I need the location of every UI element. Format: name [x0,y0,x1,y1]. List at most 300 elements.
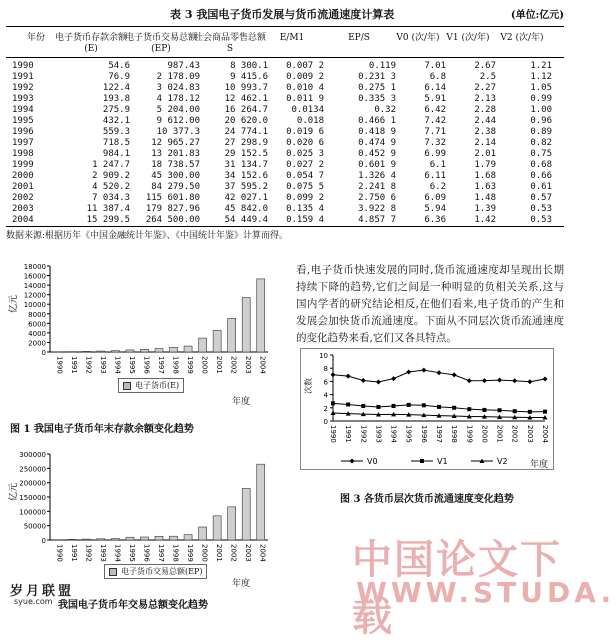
figure1-xlabel: 年度 [232,394,250,407]
x-tick-label: 2003 [526,425,534,443]
y-tick-label: 18000 [24,263,46,271]
x-tick-label: 1998 [172,356,180,374]
table-cell: 0.159 4 [268,214,324,226]
table-cell: 122.4 [60,82,130,94]
figure1-chart [6,258,276,392]
bar [199,338,207,352]
bar [140,537,148,540]
table-cell: 6.36 [398,214,446,226]
table-cell: 0.335 3 [330,93,396,105]
table-cell: 7.71 [398,126,446,138]
table-cell: 0.135 4 [268,203,324,215]
y-axis-label: 次数 [303,378,313,394]
table-header-cell: EP/S [324,33,394,44]
x-tick-label: 2000 [480,425,488,443]
y-tick-label: 8 [324,365,328,373]
legend-label: V1 [437,457,448,466]
bar [68,539,76,540]
y-tick-label: 250000 [19,465,46,473]
bar [170,347,178,352]
x-tick-label: 1991 [344,425,352,443]
y-tick-label: 6 [324,378,329,386]
x-tick-label: 2000 [201,356,209,374]
table-cell: 0.466 1 [330,115,396,127]
y-axis-label: 亿元 [7,483,19,501]
table-cell: 16 264.7 [200,104,268,116]
x-tick-label: 1990 [329,425,337,443]
series-point [467,378,472,383]
table-cell: 0.011 9 [268,93,324,105]
legend-label: V0 [367,457,378,466]
x-tick-label: 1995 [128,356,136,374]
table-cell: 5.91 [398,93,446,105]
table-cell: 4 178.12 [130,93,200,105]
x-tick-label: 1995 [128,544,136,562]
table-cell: 2001 [12,181,34,193]
figure2-chart [6,446,276,580]
bar [213,330,221,352]
figure2-xlabel: 年度 [232,576,250,589]
x-tick-label: 1997 [157,544,165,562]
series-point [513,409,517,413]
y-tick-label: 8000 [28,311,46,319]
bar [111,539,119,540]
series-point [543,410,547,414]
y-tick-label: 4000 [28,330,46,338]
table-cell: 6.2 [398,181,446,193]
table-unit: (单位:亿元) [511,6,564,21]
series-point [406,370,411,375]
table-cell: 0.99 [500,93,552,105]
table-cell: 5 204.00 [130,104,200,116]
table-cell: 1.48 [448,192,496,204]
table-cell: 29 152.5 [200,148,268,160]
table-cell: 1.42 [448,214,496,226]
table-cell: 6.8 [398,71,446,83]
y-tick-label: 150000 [19,494,46,502]
table-cell: 5.94 [398,203,446,215]
table-cell: 179 827.96 [130,203,200,215]
series-point [361,378,366,383]
y-tick-label: 10000 [24,301,46,309]
table-header-cell: 社会商品零售总额S [194,33,266,55]
table-cell: 275.9 [60,104,130,116]
x-tick-label: 1997 [157,356,165,374]
series-point [437,405,441,409]
y-tick-label: 16000 [24,273,46,281]
table-cell: 0.57 [500,192,552,204]
table-cell: 45 842.0 [200,203,268,215]
table-bottom-rule [6,226,564,227]
bar [228,507,236,540]
y-tick-label: 10 [319,352,328,360]
table-cell: 6.42 [398,104,446,116]
table-cell: 0.007 2 [268,60,324,72]
figure1-legend-label: 电子货币(E) [135,381,179,390]
table-cell: 1.63 [448,181,496,193]
series-point [482,378,487,383]
bar [155,536,163,540]
table-cell: 1994 [12,104,34,116]
series-point [361,404,365,408]
table-header-cell: V2 (次/年) [494,33,550,44]
bar [257,279,265,352]
x-tick-label: 1990 [55,356,63,374]
table-cell: 0.601 9 [330,159,396,171]
y-tick-label: 2000 [28,339,46,347]
table-cell: 0.119 [330,60,396,72]
table-cell: 2.28 [448,104,496,116]
x-tick-label: 1993 [99,544,107,562]
table-cell: 7 034.3 [60,192,130,204]
series-point [452,372,457,377]
series-point [346,403,350,407]
series-point [467,407,471,411]
x-tick-label: 1997 [435,425,443,443]
table-cell: 115 601.80 [130,192,200,204]
table-header-cell: 年份 [12,33,60,44]
table-cell: 264 500.00 [130,214,200,226]
table-cell: 37 595.2 [200,181,268,193]
table-cell: 1.79 [448,159,496,171]
table-cell: 718.5 [60,137,130,149]
figure1-caption: 图 1 我国电子货币年末存款余额变化趋势 [10,420,194,435]
table-cell: 1997 [12,137,34,149]
table-cell: 193.8 [60,93,130,105]
x-tick-label: 1994 [390,425,398,443]
legend-swatch [109,568,117,576]
table-header-cell: E/M1 [262,33,322,44]
table-cell: 0.61 [500,181,552,193]
table-source: 数据来源:根据历年《中国金融统计年鉴》、《中国统计年鉴》计算而得。 [6,228,288,241]
table-cell: 1996 [12,126,34,138]
series-point [482,408,486,412]
watermark-right-top: 中国论文下载 [352,528,570,642]
bar [170,536,178,540]
table-cell: 6.09 [398,192,446,204]
watermark-left-bottom: syue.com [14,597,53,606]
x-tick-label: 1994 [113,544,121,562]
bar [82,539,90,540]
table-cell: 2 909.2 [60,170,130,182]
x-tick-label: 1993 [99,356,107,374]
series-point [331,401,335,405]
table-cell: 0.020 6 [268,137,324,149]
table-header-rule [6,57,564,58]
x-tick-label: 1995 [405,425,413,443]
table-cell: 6.11 [398,170,446,182]
bar [184,535,192,540]
series-point [376,379,381,384]
table-cell: 0.231 3 [330,71,396,83]
table-cell: 54 449.4 [200,214,268,226]
x-tick-label: 2004 [541,425,549,443]
y-tick-label: 4 [324,392,329,400]
table-cell: 0.027 2 [268,159,324,171]
x-tick-label: 2000 [201,544,209,562]
table-cell: 2.750 6 [330,192,396,204]
table-cell: 0.099 2 [268,192,324,204]
table-cell: 2.241 8 [330,181,396,193]
series-point [528,410,532,414]
table-cell: 0.68 [500,159,552,171]
x-tick-label: 2003 [244,544,252,562]
table-cell: 12 965.27 [130,137,200,149]
table-cell: 0.89 [500,126,552,138]
table-cell: 84 279.50 [130,181,200,193]
table-cell: 2.5 [448,71,496,83]
x-tick-label: 2003 [244,356,252,374]
x-tick-label: 2001 [215,356,223,374]
bar [97,539,105,540]
table-cell: 11 387.4 [60,203,130,215]
x-tick-label: 1993 [374,425,382,443]
table-cell: 0.452 9 [330,148,396,160]
table-cell: 1.05 [500,82,552,94]
table-cell: 2.27 [448,82,496,94]
x-tick-label: 1999 [186,356,194,374]
bar [155,349,163,352]
x-tick-label: 2002 [230,544,238,562]
table-cell: 54.6 [60,60,130,72]
series-point [527,379,532,384]
watermark-right-bottom: WWW.STUDA. [356,576,615,609]
table-cell: 9 612.00 [130,115,200,127]
figure3-chart [300,348,554,470]
series-point [346,374,351,379]
series-point [422,403,426,407]
table-cell: 559.3 [60,126,130,138]
bar [213,516,221,540]
series-point [421,368,426,373]
table-cell: 432.1 [60,115,130,127]
table-cell: 31 134.7 [200,159,268,171]
table-cell: 13 201.83 [130,148,200,160]
table-cell: 18 738.57 [130,159,200,171]
table-header-cell: V1 (次/年) [442,33,494,44]
bar [126,537,134,540]
table-cell: 0.054 7 [268,170,324,182]
table-cell: 1990 [12,60,34,72]
table-cell: 12 462.1 [200,93,268,105]
table-cell: 0.418 9 [330,126,396,138]
table-cell: 2.67 [448,60,496,72]
y-tick-label: 0 [42,537,46,545]
table-cell: 2003 [12,203,34,215]
table-cell: 6.14 [398,82,446,94]
table-cell: 987.43 [130,60,200,72]
table-cell: 0.53 [500,203,552,215]
table-cell: 2002 [12,192,34,204]
table-cell: 0.025 3 [268,148,324,160]
series-point [331,372,336,377]
body-paragraph: 看,电子货币快速发展的同时,货币流通速度却呈现出长期持续下降的趋势,它们之间是一种明显的负相关关系,这与国内学者的研究结论相反,在他们看来,电子货币的产生和发展会加快货币流通速度。下面从不同层次货币流通速度的变化趋势来看,它们又各具特点。 [296,262,564,347]
bar [82,351,90,352]
bar [242,488,250,540]
table-cell: 7.01 [398,60,446,72]
x-tick-label: 2002 [511,425,519,443]
table-cell: 1992 [12,82,34,94]
table-cell: 42 027.1 [200,192,268,204]
table-cell: 0.009 2 [268,71,324,83]
figure2-legend [104,564,207,579]
table-cell: 0.075 5 [268,181,324,193]
x-tick-label: 1994 [113,356,121,374]
table-cell: 0.010 4 [268,82,324,94]
x-tick-label: 1996 [142,544,150,562]
series-point [543,377,548,382]
bar [184,346,192,352]
x-tick-label: 1998 [450,425,458,443]
table-cell: 984.1 [60,148,130,160]
table-cell: 3.922 8 [330,203,396,215]
x-tick-label: 1992 [84,544,92,562]
table-header-cell: 电子货币交易总额(EP) [124,33,198,55]
table-cell: 45 300.00 [130,170,200,182]
table-cell: 2.44 [448,115,496,127]
x-tick-label: 1996 [420,425,428,443]
table-cell: 1.12 [500,71,552,83]
table-cell: 4 520.2 [60,181,130,193]
bar [111,351,119,352]
y-tick-label: 2 [324,405,328,413]
x-tick-label: 2004 [259,356,267,374]
x-tick-label: 1996 [142,356,150,374]
x-tick-label: 1990 [55,544,63,562]
legend-label: V2 [497,457,508,466]
table-cell: 10 377.3 [130,126,200,138]
table-cell: 27 298.9 [200,137,268,149]
y-tick-label: 50000 [24,523,46,531]
table-cell: 1.00 [500,104,552,116]
table-cell: 8 300.1 [200,60,268,72]
x-tick-label: 1991 [70,544,78,562]
table-cell: 1995 [12,115,34,127]
bar [97,351,105,352]
series-point [498,408,502,412]
table-cell: 4.857 7 [330,214,396,226]
series-point [391,376,396,381]
table-cell: 1.68 [448,170,496,182]
table-cell: 10 993.7 [200,82,268,94]
y-axis-label: 亿元 [7,295,19,313]
table-row [6,214,564,226]
table-cell: 6.99 [398,148,446,160]
table-cell: 24 774.1 [200,126,268,138]
table-title-bar [0,6,570,22]
table-cell: 7.42 [398,115,446,127]
series-point [376,405,380,409]
table-cell: 0.96 [500,115,552,127]
bar [228,318,236,352]
table-cell: 76.9 [60,71,130,83]
x-tick-label: 2002 [230,356,238,374]
bar [199,527,207,540]
x-tick-label: 1998 [172,544,180,562]
table-cell: 34 152.6 [200,170,268,182]
series-point [497,378,502,383]
table-cell: 0.275 1 [330,82,396,94]
bar [257,464,265,540]
bar [140,349,148,352]
table-cell: 2004 [12,214,34,226]
x-tick-label: 1999 [465,425,473,443]
table-cell: 20 620.0 [200,115,268,127]
table-header-cell: V0 (次/年) [392,33,444,44]
figure3-caption: 图 3 各货币层次货币流通速度变化趋势 [340,490,514,505]
table-cell: 0.82 [500,137,552,149]
y-tick-label: 14000 [24,282,46,290]
figure3-xlabel: 年度 [530,457,548,470]
x-tick-label: 2004 [259,544,267,562]
table-cell: 1991 [12,71,34,83]
table-cell: 1999 [12,159,34,171]
series-point [437,370,442,375]
x-tick-label: 1991 [70,356,78,374]
y-tick-label: 300000 [19,451,46,459]
x-tick-label: 1992 [359,425,367,443]
table-title: 表 3 我国电子货币发展与货币流通速度计算表 [170,6,394,22]
table-cell: 0.66 [500,170,552,182]
table-cell: 0.018 [268,115,324,127]
figure2-caption: 我国电子货币年交易总额变化趋势 [58,596,208,611]
table-cell: 0.474 9 [330,137,396,149]
y-tick-label: 6000 [28,320,46,328]
y-tick-label: 0 [324,418,328,426]
table-cell: 6.1 [398,159,446,171]
table-cell: 1993 [12,93,34,105]
table-top-rule [6,26,564,27]
legend-marker [420,459,424,463]
table-cell: 2.14 [448,137,496,149]
table-cell: 0.53 [500,214,552,226]
x-tick-label: 2001 [215,544,223,562]
table-cell: 0.75 [500,148,552,160]
x-tick-label: 1999 [186,544,194,562]
table-cell: 2 178.09 [130,71,200,83]
figure1-legend [118,378,184,393]
y-tick-label: 200000 [19,480,46,488]
x-tick-label: 1992 [84,356,92,374]
table-cell: 2.13 [448,93,496,105]
table-cell: 2000 [12,170,34,182]
table-cell: 1.21 [500,60,552,72]
watermark-left-top: 岁月联盟 [10,580,74,599]
table-cell: 1.326 4 [330,170,396,182]
table-cell: 2.38 [448,126,496,138]
series-point [392,404,396,408]
table-header-cell: 电子货币存款余额(E) [54,33,128,55]
table-cell: 1998 [12,148,34,160]
table-cell: 2.01 [448,148,496,160]
y-tick-label: 100000 [19,508,46,516]
series-point [407,403,411,407]
series-point [452,406,456,410]
x-tick-label: 2001 [496,425,504,443]
figure2-legend-label: 电子货币交易总额(EP) [121,567,202,576]
bar [126,350,134,352]
y-tick-label: 12000 [24,292,46,300]
table-cell: 7.32 [398,137,446,149]
series-point [512,378,517,383]
table-cell: 9 415.6 [200,71,268,83]
y-tick-label: 0 [42,349,46,357]
legend-swatch [123,382,131,390]
table-cell: 0.019 6 [268,126,324,138]
table-cell: 3 024.83 [130,82,200,94]
table-cell: 0.32 [330,104,396,116]
bar [242,298,250,352]
